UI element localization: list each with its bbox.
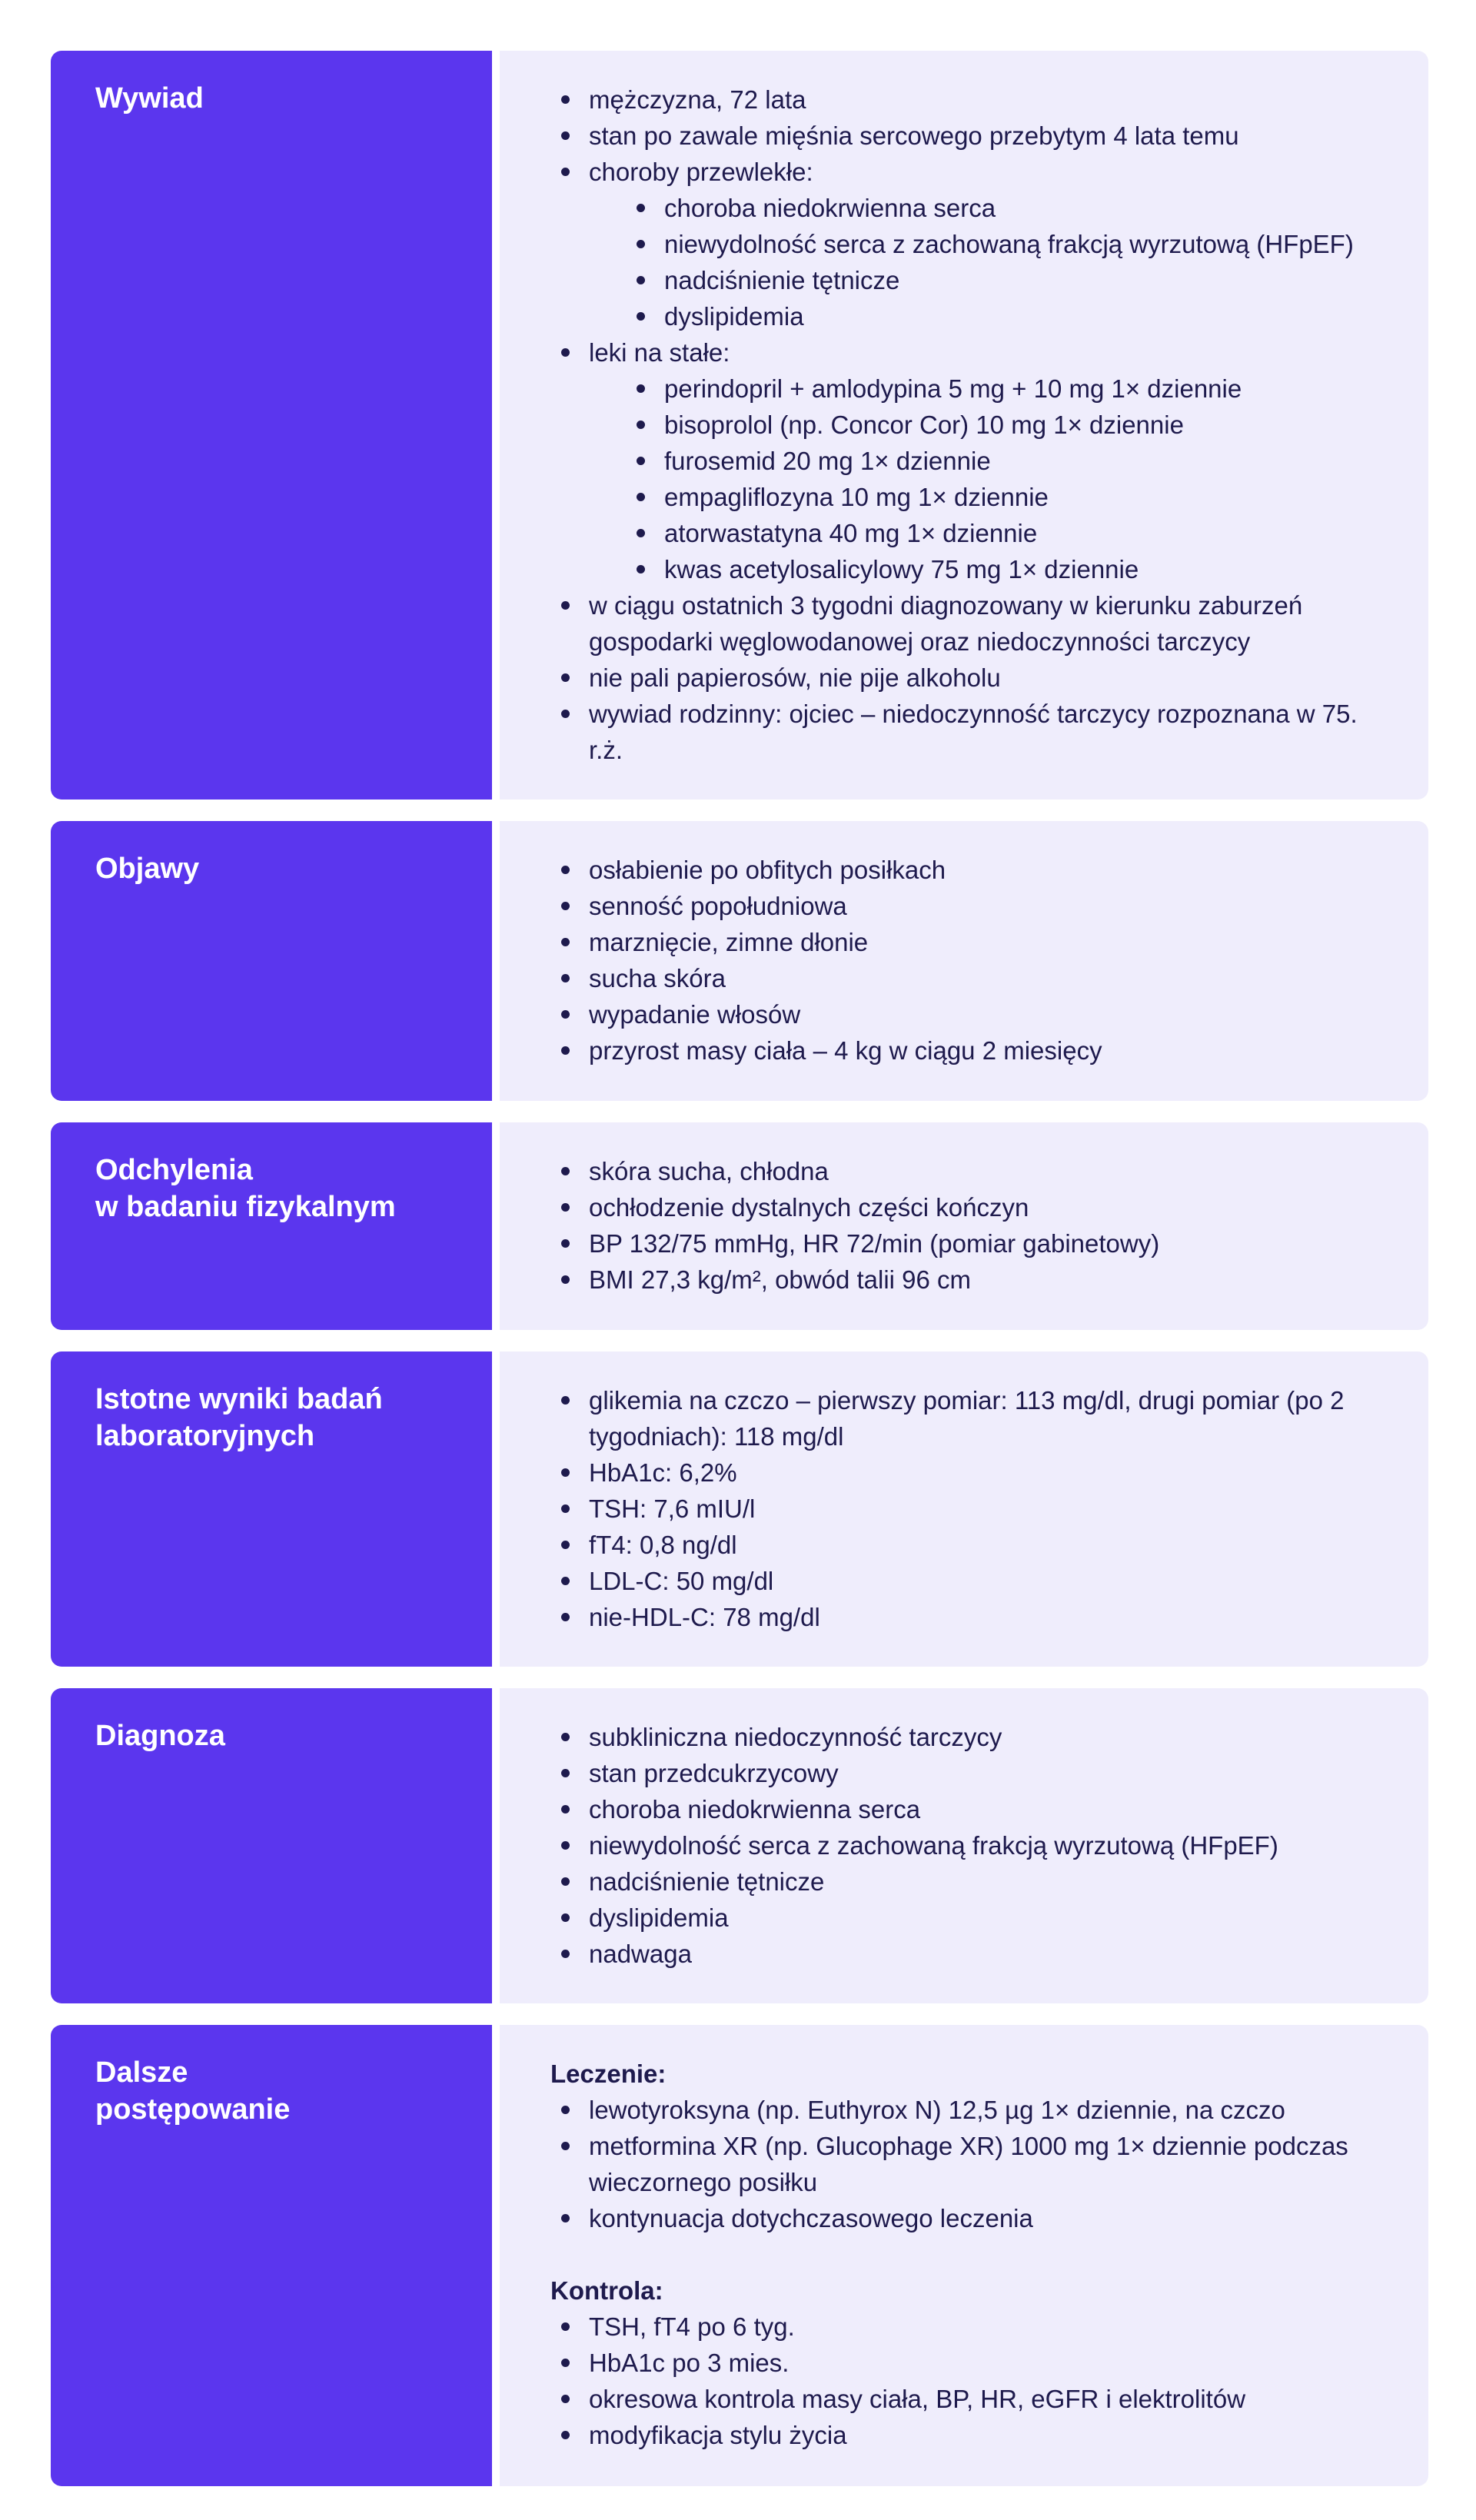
row-content <box>500 821 1428 1101</box>
row-diagnoza <box>51 1688 1428 2003</box>
list-item: nadciśnienie tętnicze <box>550 1863 1384 1900</box>
list-item: subkliniczna niedoczynność tarczycy <box>550 1719 1384 1755</box>
row-label-line: Istotne wyniki badań <box>95 1383 383 1415</box>
sub-list <box>589 190 1384 334</box>
sub-list <box>589 371 1384 587</box>
row-label <box>51 2025 492 2486</box>
sub-list-item: niewydolność serca z zachowaną frakcją wyrzutową (HFpEF) <box>626 226 1384 262</box>
list-item: niewydolność serca z zachowaną frakcją wyrzutową (HFpEF) <box>550 1827 1384 1863</box>
sub-list-item: perindopril + amlodypina 5 mg + 10 mg 1× dziennie <box>626 371 1384 407</box>
list-item: ochłodzenie dystalnych części kończyn <box>550 1189 1384 1225</box>
bullet-list <box>550 1382 1384 1635</box>
sub-list-item: TSH, fT4 po 6 tyg. <box>550 2309 1384 2345</box>
list-item: osłabienie po obfitych posiłkach <box>550 852 1384 888</box>
bullet-list <box>550 852 1384 1069</box>
row-content <box>500 2025 1428 2486</box>
row-label <box>51 1688 492 2003</box>
sub-list-item: atorwastatyna 40 mg 1× dziennie <box>626 515 1384 551</box>
list-item: glikemia na czczo – pierwszy pomiar: 113 mg/dl, drugi pomiar (po 2 tygodniach): 118 mg/dl <box>550 1382 1384 1454</box>
sub-list-item: okresowa kontrola masy ciała, BP, HR, eGFR i elektrolitów <box>550 2381 1384 2417</box>
list-item <box>550 334 1384 587</box>
list-item-text: leki na stałe: <box>589 338 730 367</box>
list-item: wypadanie włosów <box>550 996 1384 1032</box>
row-objawy <box>51 821 1428 1101</box>
list-item: stan przedcukrzycowy <box>550 1755 1384 1791</box>
list-item: BMI 27,3 kg/m², obwód talii 96 cm <box>550 1262 1384 1298</box>
sub-list-item: bisoprolol (np. Concor Cor) 10 mg 1× dziennie <box>626 407 1384 443</box>
row-label-line: postępowanie <box>95 2093 291 2126</box>
row-label-line: Dalsze <box>95 2056 188 2089</box>
row-label-line: Odchylenia <box>95 1154 253 1186</box>
sub-list-item: empagliflozyna 10 mg 1× dziennie <box>626 479 1384 515</box>
row-label-line: w badaniu fizykalnym <box>95 1191 396 1223</box>
row-label <box>51 1351 492 1667</box>
list-item: marznięcie, zimne dłonie <box>550 924 1384 960</box>
row-label <box>51 821 492 1101</box>
list-item: dyslipidemia <box>550 1900 1384 1936</box>
row-dalsze-postepowanie <box>51 2025 1428 2486</box>
list-item: LDL-C: 50 mg/dl <box>550 1563 1384 1599</box>
row-label-line: laboratoryjnych <box>95 1420 315 1452</box>
sub-list <box>550 2309 1384 2453</box>
list-item-text: choroby przewlekłe: <box>589 158 813 186</box>
sub-list-item: kontynuacja dotychczasowego leczenia <box>550 2200 1384 2236</box>
list-item: wywiad rodzinny: ojciec – niedoczynność tarczycy rozpoznana w 75. r.ż. <box>550 696 1384 768</box>
row-label <box>51 51 492 800</box>
sub-list-item: nadciśnienie tętnicze <box>626 262 1384 298</box>
list-item: w ciągu ostatnich 3 tygodni diagnozowany w kierunku zaburzeń gospodarki węglowodanowej oraz niedoczynności tarczycy <box>550 587 1384 660</box>
list-item: nie pali papierosów, nie pije alkoholu <box>550 660 1384 696</box>
list-item: fT4: 0,8 ng/dl <box>550 1527 1384 1563</box>
list-item <box>550 154 1384 334</box>
row-label-line: Wywiad <box>95 82 204 115</box>
list-item: nie-HDL-C: 78 mg/dl <box>550 1599 1384 1635</box>
list-item: skóra sucha, chłodna <box>550 1153 1384 1189</box>
row-content <box>500 51 1428 800</box>
sub-list-item: metformina XR (np. Glucophage XR) 1000 mg 1× dziennie podczas wieczornego posiłku <box>550 2128 1384 2200</box>
sub-list-item: kwas acetylosalicylowy 75 mg 1× dziennie <box>626 551 1384 587</box>
list-item: nadwaga <box>550 1936 1384 1972</box>
list-item: HbA1c: 6,2% <box>550 1454 1384 1491</box>
sub-list-item: HbA1c po 3 mies. <box>550 2345 1384 2381</box>
row-label-line: Objawy <box>95 853 200 885</box>
sub-list-item: lewotyroksyna (np. Euthyrox N) 12,5 µg 1× dziennie, na czczo <box>550 2092 1384 2128</box>
spacer <box>550 2236 1384 2272</box>
bullet-list <box>550 81 1384 768</box>
list-item: choroba niedokrwienna serca <box>550 1791 1384 1827</box>
row-content <box>500 1688 1428 2003</box>
row-odchylenia <box>51 1122 1428 1330</box>
row-content <box>500 1122 1428 1330</box>
sub-list-item: furosemid 20 mg 1× dziennie <box>626 443 1384 479</box>
row-label <box>51 1122 492 1330</box>
list-item: przyrost masy ciała – 4 kg w ciągu 2 miesięcy <box>550 1032 1384 1069</box>
bullet-list <box>550 1153 1384 1298</box>
bullet-list <box>550 1719 1384 1972</box>
row-label-line: Diagnoza <box>95 1720 225 1752</box>
case-table <box>51 51 1428 2486</box>
list-item: stan po zawale mięśnia sercowego przebytym 4 lata temu <box>550 118 1384 154</box>
row-content <box>500 1351 1428 1667</box>
list-item: BP 132/75 mmHg, HR 72/min (pomiar gabinetowy) <box>550 1225 1384 1262</box>
group-heading-kontrola: Kontrola: <box>550 2276 663 2305</box>
list-item: senność popołudniowa <box>550 888 1384 924</box>
sub-list-item: dyslipidemia <box>626 298 1384 334</box>
list-item: TSH: 7,6 mIU/l <box>550 1491 1384 1527</box>
sub-list-item: modyfikacja stylu życia <box>550 2417 1384 2453</box>
list-item: mężczyzna, 72 lata <box>550 81 1384 118</box>
sub-list <box>550 2092 1384 2236</box>
sub-list-item: choroba niedokrwienna serca <box>626 190 1384 226</box>
row-wywiad <box>51 51 1428 800</box>
group-heading-leczenie: Leczenie: <box>550 2060 667 2088</box>
list-item: sucha skóra <box>550 960 1384 996</box>
row-wyniki <box>51 1351 1428 1667</box>
